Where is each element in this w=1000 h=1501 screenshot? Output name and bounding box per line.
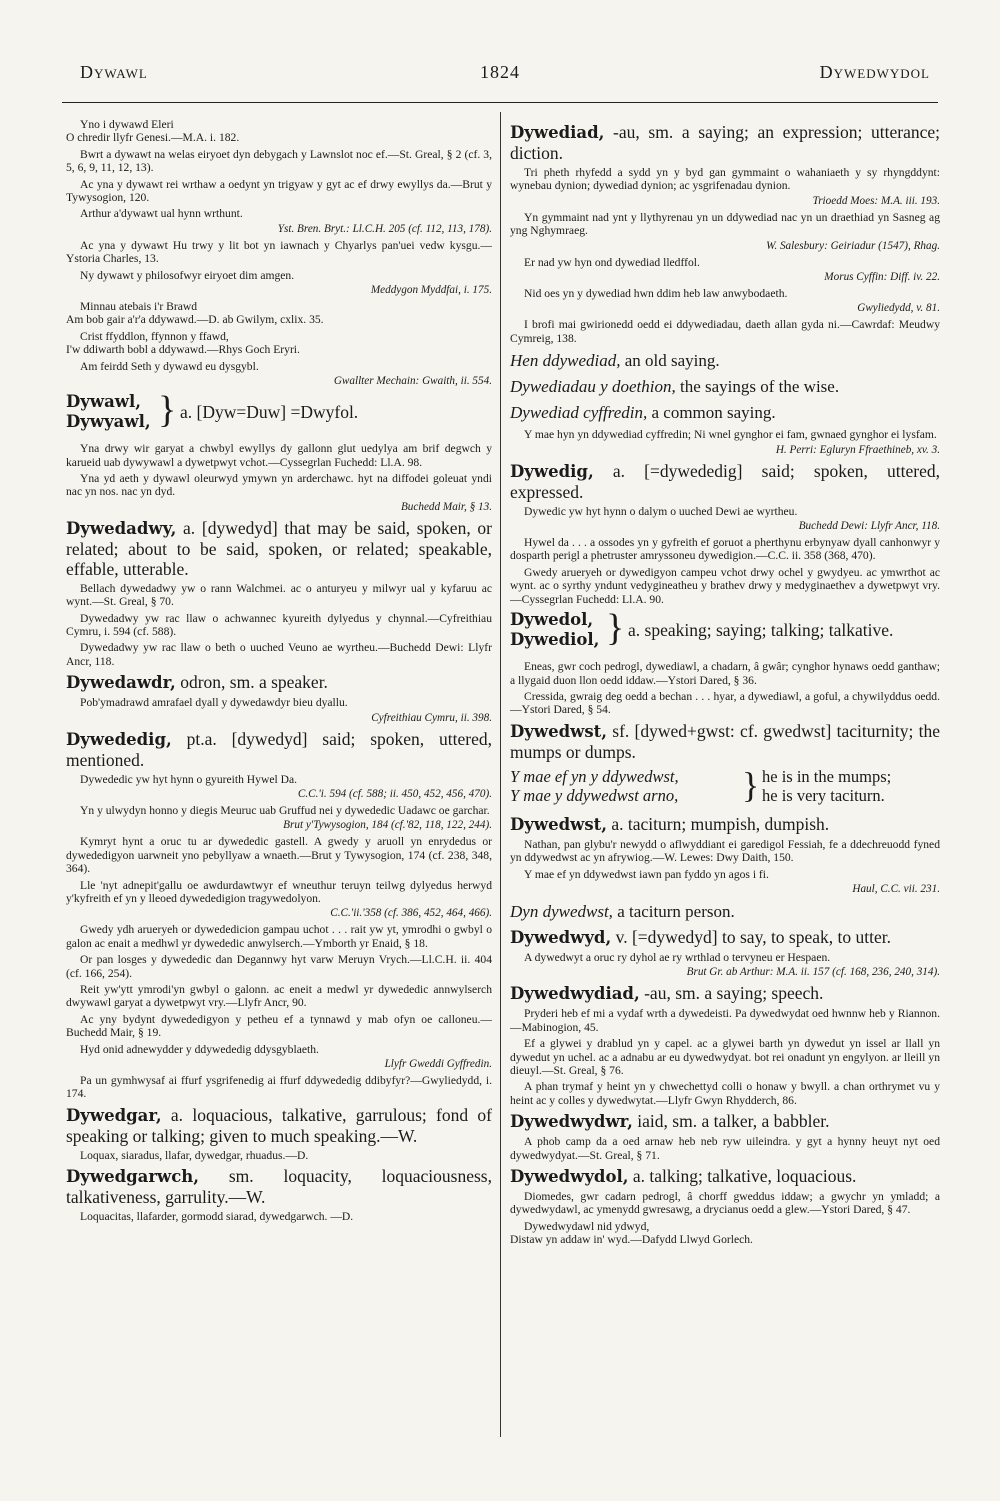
headword: Dywedwydiad, [510, 984, 640, 1004]
quotation: Loquax, siaradus, llafar, dywedgar, rhuadus.—D. [80, 1148, 309, 1162]
phrase-gloss: a common saying. [647, 403, 776, 423]
quotation: Ny dywawt y philosofwyr eiryoet dim amgen. [80, 268, 295, 282]
dictionary-entry [510, 983, 940, 1004]
quotation: Nathan, pan glybu'r newydd o aflwyddiant ei garedigol Fessiah, fe a ddechreuodd fyned yn ddywedwst ac yn afrywiog.—W. Lewes: Dwy Daith, 150. [510, 837, 940, 865]
quotation: Hyd onid adnewydder y ddywededig ddysgyblaeth. [80, 1042, 319, 1056]
dictionary-entry [66, 1166, 492, 1207]
right-column [510, 118, 940, 1250]
running-head [60, 62, 940, 88]
headword: Dywedadwy, [66, 518, 177, 538]
citation-source: Cyfreithiau Cymru, ii. 398. [371, 711, 492, 724]
quotation: Bwrt a dywawt na welas eiryoet dyn debygach y Lawnslot noc ef.—St. Greal, § 2 (cf. 3, 5, 6, 9, 11, 12, 13). [66, 147, 492, 175]
definition: a. [=dywededig] said; spoken, uttered, expressed. [510, 460, 940, 502]
quotation: Minnau atebais i'r Brawd Am bob gair a'r'a ddywawd.—D. ab Gwilym, cxlix. 35. [66, 300, 324, 327]
grouped-entry [66, 389, 492, 434]
quotation: Nid oes yn y dywediad hwn ddim heb law anwybodaeth. [524, 287, 788, 301]
column-divider [500, 112, 501, 1437]
quotation: Am feirdd Seth y dywawd eu dysgybl. [80, 359, 259, 373]
quotation: Dywedic yw hyt hynn o dalym o uuched Dewi ae wyrtheu. [524, 504, 798, 518]
quotation: Loquacitas, llafarder, gormodd siarad, dywedgarwch. —D. [80, 1210, 354, 1224]
quotation: Diomedes, gwr cadarn pedrogl, â chorff gweddus iddaw; a gwychr yn ymladd; a dywedwydawl, ac ymenydd gwresawg, a drycianus oedd a glew.—Ystori Dared, § 47. [510, 1190, 940, 1217]
quotation: Y mae ef yn ddywedwst iawn pan fyddo yn agos i fi. [524, 867, 769, 881]
dictionary-entry [510, 721, 940, 762]
headword: Dywedwst, [510, 814, 607, 834]
quotation: Dywedwydawl nid ydwyd, Distaw yn addaw in' wyd.—Dafydd Llwyd Gorlech. [510, 1219, 753, 1247]
phrase-entry [510, 351, 940, 371]
citation-source: Morus Cyffin: Diff. iv. 22. [824, 271, 940, 284]
definition: v. [=dywedyd] to say, to speak, to utter. [611, 926, 891, 947]
citation-source: Brut y'Tywysogion, 184 (cf.'82, 118, 122, 244). [283, 819, 492, 832]
dictionary-entry [66, 1105, 492, 1146]
headword: Dywedwydwr, [510, 1112, 633, 1132]
grouped-entry [510, 607, 940, 652]
phrase-entry [510, 403, 940, 423]
quotation: Eneas, gwr coch pedrogl, dywediawl, a chadarn, â gwâr; cynghor hynaws oedd ganthaw; a llygaid duon llon oedd iddaw.—Ystori Dared, § 36. [510, 660, 940, 687]
headword: Dywedgar, [66, 1105, 162, 1125]
definition: a. talking; talkative, loquacious. [628, 1166, 857, 1186]
phrase-gloss: a taciturn person. [612, 901, 735, 921]
dictionary-entry [66, 518, 492, 579]
citation-source: Trioedd Moes: M.A. iii. 193. [812, 194, 940, 207]
citation-source: C.C.'ii.'358 (cf. 386, 452, 464, 466). [330, 907, 492, 920]
dictionary-entry [510, 461, 940, 502]
grouped-headwords [510, 610, 599, 650]
headword: Dywedgarwch, [66, 1167, 200, 1187]
phrase-gloss: an old saying. [620, 351, 720, 371]
dictionary-entry [66, 672, 492, 693]
quotation: Arthur a'dywawt ual hynn wrthunt. [80, 207, 243, 221]
quotation: Dywededic yw hyt hynn o gyureith Hywel Da. [80, 772, 298, 786]
quotation: Ef a glywei y drablud yn y capel. ac a glywei barth yn dywedut yn issel ar llall yn dywedut yn uchel. ac a adnabu ar eu dywedwydyat. bot rei onadunt yn engylyon. ar lleill yn dieuyl.—St. Greal, § 76. [510, 1037, 940, 1077]
idiom-phrase: Y mae y ddywedwst arno, [510, 785, 679, 805]
quotation: Or pan losges y dywededic dan Degannwy hyt varw Meruyn Vrych.—Ll.C.H. ii. 404 (cf. 166, 254). [66, 953, 492, 980]
citation-source: H. Perri: Egluryn Ffraethineb, xv. 3. [775, 443, 940, 456]
quotation: Hywel da . . . a ossodes yn y gyfreith ef goruot a pherthynu erbynyaw dyall canhonwyr y dosparth perigl a phetruster amryssoneu dywedigion.—C.C. ii. 358 (368, 470). [510, 536, 940, 563]
definition: sf. [dywed+gwst: cf. gwedwst] taciturnity; the mumps or dumps. [510, 720, 940, 762]
definition: pt.a. [dywedyd] said; spoken, uttered, mentioned. [66, 728, 492, 770]
quotation: Y mae hyn yn ddywediad cyffredin; Ni wnel gynghor ei fam, gwnaed gynghor ei lysfam. [524, 428, 937, 442]
phrase: Dyn dywedwst, [510, 901, 613, 921]
citation-source: Yst. Bren. Bryt.: Ll.C.H. 205 (cf. 112, 113, 178). [277, 222, 492, 235]
dictionary-entry [510, 814, 940, 835]
citation-source: Gwyliedydd, v. 81. [857, 302, 940, 315]
idiom-gloss: he is in the mumps; [762, 766, 892, 786]
citation-source: W. Salesbury: Geiriadur (1547), Rhag. [766, 239, 940, 252]
citation-source: Brut Gr. ab Arthur: M.A. ii. 157 (cf. 168, 236, 240, 314). [686, 966, 940, 979]
phrase: Dywediad cyffredin, [510, 403, 648, 423]
quotation: Tri pheth rhyfedd a sydd yn y byd gan gymmaint o wahaniaeth y sy rhyngddynt: wynebau dynion; dywediad dynion; ac ysgrifenadau dynion. [510, 166, 940, 193]
page-number: 1824 [480, 62, 520, 82]
quotation: Pa un gymhwysaf ai ffurf ysgrifenedig ai ffurf ddywededig ddibyfyr?—Gwyliedydd, i. 174. [66, 1074, 492, 1101]
quotation: Dywedadwy yw rac llaw o beth o uuched Veuno ae wyrtheu.—Buchedd Dewi: Llyfr Ancr, 118. [66, 641, 492, 668]
quotation: Gwedy ydh arueryeh or dywededicion gampau uchot . . . rait yw yt, ymrodhi o gwbyl o galon ac enait a medhwl yr dywededic anwylserch.—Ymborth yr Enaid, § 18. [66, 923, 492, 950]
definition: -au, sm. a saying; speech. [639, 983, 824, 1004]
quotation: Ac yna y dywawt Hu trwy y lit bot yn iawnach y Chyarlys pan'uei vedw kysgu.—Ystoria Charles, 13. [66, 238, 492, 266]
quotation: Ac yny bydynt dywededigyon y petheu ef a tynnawd y mab ofyn oe calloneu.—Buchedd Mair, § 19. [66, 1012, 492, 1040]
left-column [66, 118, 492, 1227]
citation-source: Gwallter Mechain: Gwaith, ii. 554. [333, 375, 492, 388]
quotation: Yn y ulwydyn honno y diegis Meuruc uab Gruffud nei y dywededic Uadawc oe garchar. [80, 803, 490, 817]
brace: } [742, 764, 760, 805]
quotation: Er nad yw hyn ond dywediad lledffol. [524, 255, 700, 269]
quotation: Reit yw'ytt ymrodi'yn gwbyl o galonn. ac eneit a medwl yr dywededic annwylserch dwywawl garyat a dywetpwyt vry.—Llyfr Ancr, 90. [66, 983, 492, 1010]
headword: Dywediad, [510, 123, 605, 142]
headword: Dywededig, [66, 729, 172, 749]
header-left-guideword: Dywawl [80, 62, 148, 82]
citation-source: Buchedd Dewi: Llyfr Ancr, 118. [798, 520, 940, 533]
header-right-guideword: Dywedwydol [819, 62, 930, 82]
idiom-gloss: he is very taciturn. [762, 785, 885, 805]
definition: a. loquacious, talkative, garrulous; fond of speaking or talking; given to much speaking.—W. [66, 1104, 492, 1146]
quotation: Kymryt hynt a oruc tu ar dywededic gastell. A gwedy y aruoll yn enrydedus or dywededigyon uarwneit yno pebyllyaw a wnaeth.—Brut y Tywysogion, 174 (cf. 238, 348, 364). [66, 835, 492, 876]
citation-source: C.C.'i. 594 (cf. 588; ii. 450, 452, 456, 470). [297, 787, 492, 800]
idiom-pair [510, 764, 940, 808]
phrase-entry [510, 902, 940, 922]
headword: Dywawl, [66, 392, 142, 412]
headword: Dywediol, [510, 630, 600, 650]
quotation: Crist ffyddlon, ffynnon y ffawd, I'w ddiwarth bobl a ddywawd.—Rhys Goch Eryri. [66, 329, 300, 357]
dictionary-entry [510, 1166, 940, 1187]
definition: a. speaking; saying; talking; talkative. [628, 620, 894, 641]
brace: } [158, 389, 177, 432]
citation-source: Meddygon Myddfai, i. 175. [370, 284, 492, 297]
quotation: Dywedadwy yw rac llaw o achwannec kyureith dylyedus y chynnal.—Cyfreithiau Cymru, i. 594 (cf. 588). [66, 611, 492, 638]
headword: Dywedwydol, [510, 1167, 629, 1186]
quotation: Cressida, gwraig deg oedd a bechan . . . hyar, a dywediawl, a goful, a chywilyddus oedd.—Ystori Dared, § 54. [510, 689, 940, 717]
headword: Dywedwst, [510, 721, 607, 741]
citation-source: Llyfr Gweddi Gyffredin. [384, 1058, 492, 1071]
header-rule [62, 102, 938, 103]
quotation: I brofi mai gwirionedd oedd ei ddywediadau, daeth allan gyda ni.—Cawrdaf: Meudwy Cymreig, 138. [510, 318, 940, 345]
citation-source: Haul, C.C. vii. 231. [852, 882, 940, 895]
quotation: Yna yd aeth y dywawl oleurwyd ymywn yn arderchawc. hyt na diffodei goleuat yndi nac yn nos. nac yn dyd. [66, 471, 492, 499]
quotation: Bellach dywedadwy yw o rann Walchmei. ac o anturyeu y milwyr ual y kyfaruu ac wynt.—St. Greal, § 70. [66, 581, 492, 609]
dictionary-entry [510, 122, 940, 163]
citation-source: Buchedd Mair, § 13. [400, 500, 492, 513]
definition: odron, sm. a speaker. [175, 672, 328, 693]
quotation: Lle 'nyt adnepit'gallu oe awdurdawtwyr ef wneuthur teruyn teilwg dylyedus herwyd y'kyfreith ef yn y lleoed dywededigion tragywedolyon. [66, 878, 492, 905]
quotation: A dywedwyt a oruc ry dyhol ae ry wrthlad o tervyneu er Hespaen. [524, 950, 831, 964]
phrase: Hen ddywediad, [510, 351, 621, 371]
definition: -au, sm. a saying; an expression; utterance; diction. [510, 122, 940, 163]
quotation: Pob'ymadrawd amrafael dyall y dywedawdyr bieu dyallu. [80, 696, 348, 710]
phrase: Dywediadau y doethion, [510, 377, 676, 397]
grouped-headwords [66, 392, 151, 432]
quotation: Yn gymmaint nad ynt y llythyrenau yn un ddywediad nac yn un draethiad yn Sasneg ag yng Nghymraeg. [510, 210, 940, 238]
phrase-entry [510, 377, 940, 397]
quotation: Gwedy arueryeh or dywedigyon campeu vchot drwy ochel y gwydyeu. ac ymwrthot ac wynt. ac o syrthy yndunt vedygineatheu y brathev drwy y medyginaethev a dywetpwyt vry.—Cyssegrlan Fuchedd: Ll.A. 90. [510, 565, 940, 606]
headword: Dywedwyd, [510, 927, 612, 947]
idiom-phrase: Y mae ef yn y ddywedwst, [510, 766, 679, 786]
dictionary-entry [66, 729, 492, 770]
headword: Dywedig, [510, 461, 594, 481]
dictionary-entry [510, 927, 940, 948]
headword: Dywedawdr, [66, 673, 176, 693]
phrase-gloss: the sayings of the wise. [675, 377, 840, 397]
quotation: Pryderi heb ef mi a vydaf wrth a dywedeisti. Pa dywedwydat oed hwnnw heb y Riannon.—Mabinogion, 45. [510, 1007, 940, 1034]
brace: } [606, 607, 625, 650]
quotation: A phan trymaf y heint yn y chwechettyd colli o honaw y bwyll. a chan orthrymet vu y heint ac y colles y dywedwytat.—Llyfr Gwyn Rhydderch, 86. [510, 1080, 940, 1107]
definition: iaid, sm. a talker, a babbler. [632, 1111, 830, 1132]
definition: a. [Dyw=Duw] =Dwyfol. [180, 402, 359, 423]
quotation: Yna drwy wir garyat a chwbyl ewyllys dy gallonn glut uedylya am brif degwch y karueid uab dywywawl a dywetpwyt vchot.—Cyssegrlan Fuchedd: Ll.A. 98. [66, 442, 492, 469]
quotation: A phob camp da a oed arnaw heb neb ryw uileindra. y gyt a hynny heuyt nyt oed dywedwydyat.—St. Greal, § 71. [510, 1135, 940, 1162]
headword: Dywyawl, [66, 412, 151, 432]
definition: a. taciturn; mumpish, dumpish. [607, 813, 830, 834]
headword: Dywedol, [510, 610, 594, 630]
quotation: Ac yna y dywawt rei wrthaw a oedynt yn trigyaw y gyt ac ef drwy ewyllys da.—Brut y Tywysogion, 120. [66, 177, 492, 205]
definition: a. [dywedyd] that may be said, spoken, or related; about to be said, spoken, or related; speakable, effable, utterable. [66, 517, 492, 579]
quotation: Yno i dywawd Eleri O chredir llyfr Genesi.—M.A. i. 182. [66, 118, 240, 145]
dictionary-entry [510, 1111, 940, 1132]
definition: sm. loquacity, loquaciousness, talkativeness, garrulity.—W. [66, 1166, 492, 1208]
